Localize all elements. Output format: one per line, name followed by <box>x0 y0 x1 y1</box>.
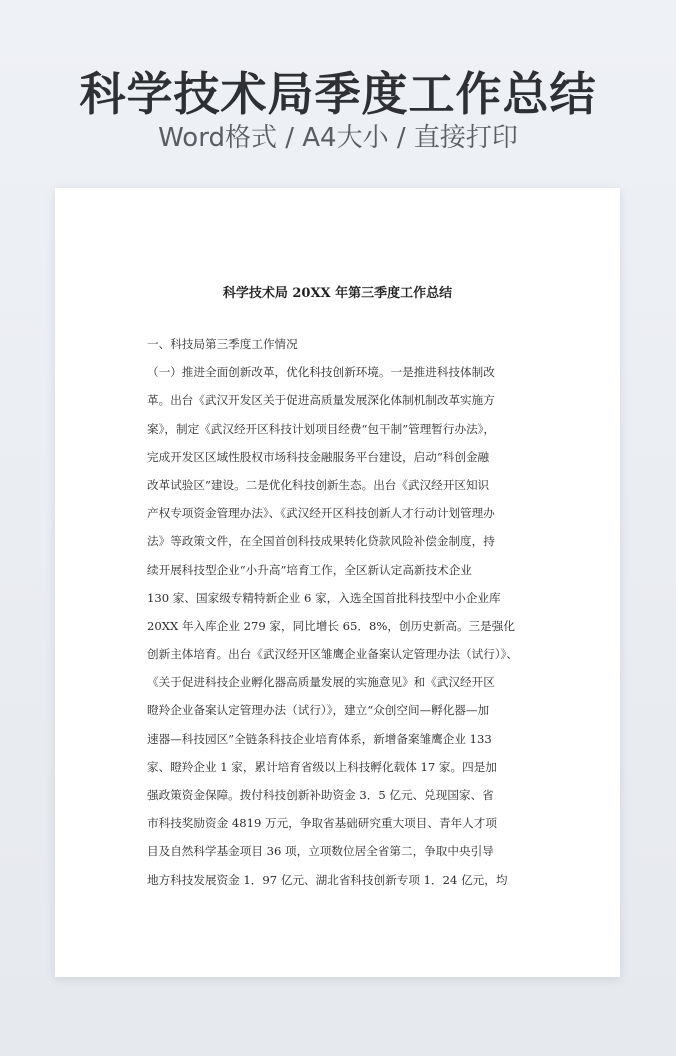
body-line: 案》，制定《武汉经开区科技计划项目经费“包干制”管理暂行办法》， <box>147 421 496 436</box>
body-line: 地方科技发展资金 1．97 亿元、湖北省科技创新专项 1．24 亿元，均 <box>147 872 508 887</box>
section-heading: 一、科技局第三季度工作情况 <box>147 337 298 351</box>
body-line: 家、瞪羚企业 1 家，累计培育省级以上科技孵化载体 17 家。四是加 <box>147 759 497 774</box>
body-line: 法》等政策文件，在全国首创科技成果转化贷款风险补偿金制度，持 <box>147 534 495 549</box>
body-line: 20XX 年入库企业 279 家，同比增长 65．8%，创历史新高。三是强化 <box>147 618 515 633</box>
banner-subtitle: Word格式 / A4大小 / 直接打印 <box>158 123 518 153</box>
body-line: 革。出台《武汉开发区关于促进高质量发展深化体制机制改革实施方 <box>147 393 495 408</box>
body-line: 改革试验区”建设。二是优化科技创新生态。出台《武汉经开区知识 <box>147 477 490 492</box>
body-line: 完成开发区区域性股权市场科技金融服务平台建设，启动“科创金融 <box>147 449 490 464</box>
body-line: 130 家、国家级专精特新企业 6 家，入选全国首批科技型中小企业库 <box>147 590 501 605</box>
body-line: 《关于促进科技企业孵化器高质量发展的实施意见》和《武汉经开区 <box>147 675 495 690</box>
body-line: （一）推进全面创新改革，优化科技创新环境。一是推进科技体制改 <box>147 365 495 380</box>
body-line: 续开展科技型企业“小升高”培育工作，全区新认定高新技术企业 <box>147 562 472 577</box>
document-page <box>55 188 620 977</box>
body-line: 瞪羚企业备案认定管理办法（试行）》，建立“众创空间—孵化器—加 <box>147 703 490 718</box>
body-line: 市科技奖励资金 4819 万元，争取省基础研究重大项目、青年人才项 <box>147 816 497 831</box>
banner-title: 科学技术局季度工作总结 <box>79 67 597 121</box>
body-line: 速器—科技园区”全链条科技企业培育体系，新增备案雏鹰企业 133 <box>147 731 492 746</box>
body-line: 目及自然科学基金项目 36 项，立项数位居全省第二，争取中央引导 <box>147 844 494 859</box>
body-line: 创新主体培育。出台《武汉经开区雏鹰企业备案认定管理办法（试行）》、 <box>147 647 518 662</box>
body-line: 产权专项资金管理办法》、《武汉经开区科技创新人才行动计划管理办 <box>147 506 495 521</box>
body-line: 强政策资金保障。拨付科技创新补助资金 3．5 亿元、兑现国家、省 <box>147 788 494 802</box>
document-title: 科学技术局 20XX 年第三季度工作总结 <box>222 286 453 301</box>
document-body <box>147 330 531 894</box>
